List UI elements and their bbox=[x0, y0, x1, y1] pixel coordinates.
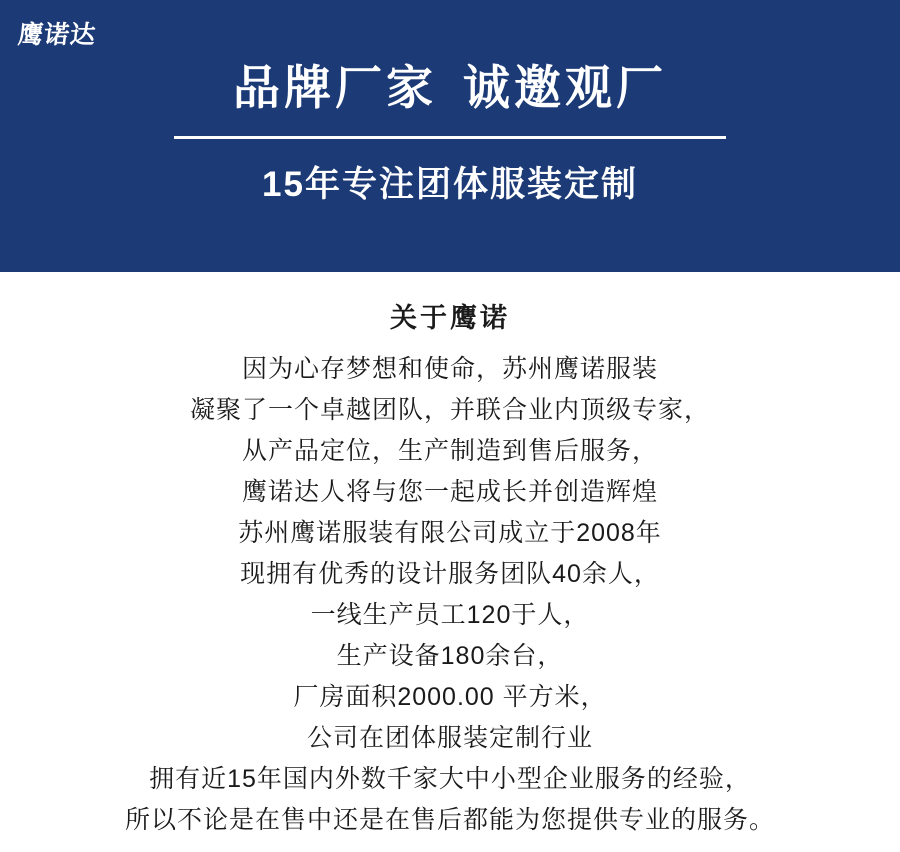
banner-subtitle: 15年专注团体服装定制 bbox=[262, 164, 638, 204]
banner-divider bbox=[174, 136, 726, 139]
about-body bbox=[0, 349, 900, 841]
brand-logo bbox=[16, 14, 125, 58]
banner-title-left: 品牌厂家 bbox=[233, 61, 437, 114]
banner-title bbox=[233, 62, 667, 114]
about-line: 现拥有优秀的设计服务团队40余人， bbox=[240, 560, 660, 588]
about-line: 拥有近15年国内外数千家大中小型企业服务的经验， bbox=[149, 765, 751, 793]
about-line: 从产品定位，生产制造到售后服务， bbox=[241, 437, 658, 465]
banner-header bbox=[0, 0, 900, 272]
about-heading: 关于鹰诺 bbox=[390, 303, 510, 333]
about-line: 苏州鹰诺服装有限公司成立于2008年 bbox=[238, 519, 662, 547]
about-line: 一线生产员工120于人， bbox=[310, 601, 590, 629]
brand-logo-text: 鹰诺达 bbox=[16, 22, 98, 49]
banner-title-right: 诚邀观厂 bbox=[463, 61, 667, 114]
about-line: 公司在团体服装定制行业 bbox=[306, 724, 593, 752]
about-line: 凝聚了一个卓越团队，并联合业内顶级专家， bbox=[189, 396, 710, 424]
about-line: 厂房面积2000.00 平方米， bbox=[293, 683, 607, 711]
about-line: 生产设备180余台， bbox=[336, 642, 564, 670]
about-line: 因为心存梦想和使命，苏州鹰诺服装 bbox=[241, 355, 658, 383]
about-line: 所以不论是在售中还是在售后都能为您提供专业的服务。 bbox=[124, 806, 775, 834]
about-section bbox=[0, 272, 900, 852]
about-line: 鹰诺达人将与您一起成长并创造辉煌 bbox=[241, 478, 658, 506]
